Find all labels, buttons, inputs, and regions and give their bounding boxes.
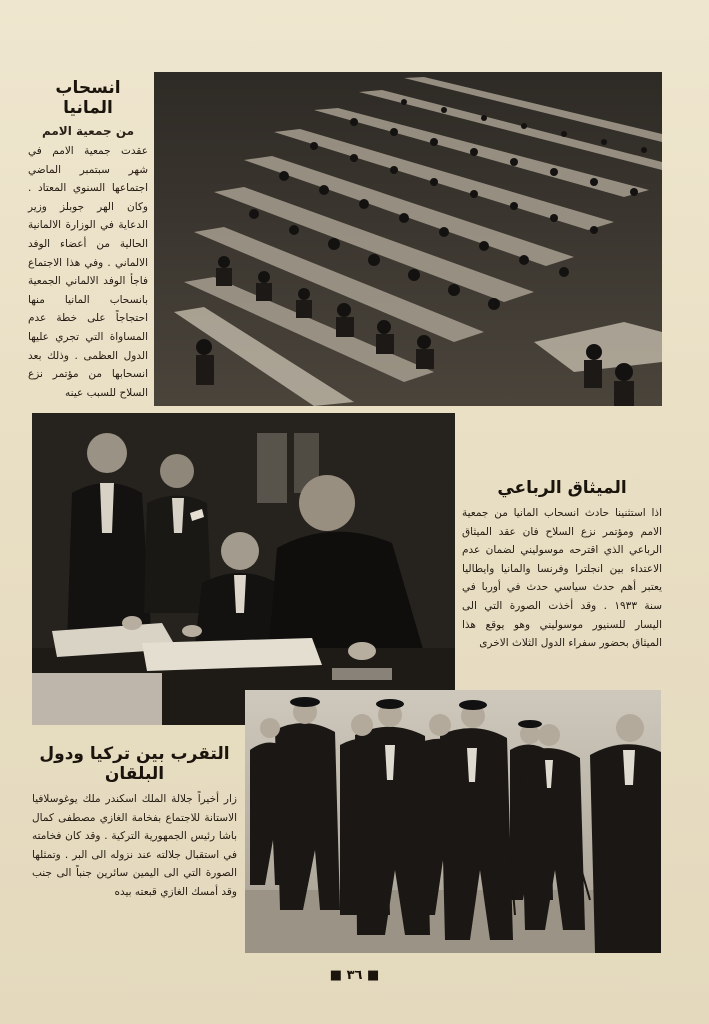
procession-image — [245, 690, 661, 953]
article-balkans-body: زار أخيراً جلالة الملك اسكندر ملك يوغوسلافيا الاستانة للاجتماع بفخامة الغازي مصطفى كمال باشا رئيس الجمهورية التركية . وقد كان فخامته في استقبال جلالته عند نزوله الى البر . وتمثلها الصورة التي الى اليمين سائرين جنباً الى جنب وقد أمسك الغازي قبعته بيده — [32, 793, 237, 898]
page-number: ■ ٣٦ ■ — [329, 968, 380, 983]
article-germany-body: عقدت جمعية الامم في شهر سبتمبر الماضي اجتماعها السنوي المعتاد . وكان الهر جوبلز وزير الدعاية في الوزارة الالمانية الحالية من أعضاء الوفد الالماني . وفي هذا الاجتماع فاجأ الوفد الالماني الجمعية بانسحاب المانيا منها احتجاجاً على خطة عدم المساواة التي تجري عليها الدول العظمى . وذلك بعد انسحابها من مؤتمر نزع السلاح للسبب عينه — [28, 145, 148, 399]
pact-signing-photo — [32, 413, 455, 725]
article-four-power-pact — [462, 478, 662, 653]
pact-signing-image — [32, 413, 455, 725]
article-germany-headline: انسحاب المانيا — [55, 78, 121, 118]
assembly-hall-image — [154, 72, 662, 406]
article-pact-headline: الميثاق الرباعي — [497, 478, 627, 498]
article-turkey-balkans — [32, 744, 237, 902]
balkans-procession-photo — [245, 690, 661, 953]
article-balkans-headline: التقرب بين تركيا ودول البلقان — [39, 744, 230, 784]
article-pact-body: اذا استثنينا حادث انسحاب المانيا من جمعية الامم ومؤتمر نزع السلاح فان عقد الميثاق الرباعي الذي اقترحه موسوليني لضمان عدم الاعتداء بين انجلترا وفرنسا والمانيا وايطاليا يعتبر أهم حدث سياسي حدث في أوربا في سنة ١٩٣٣ . وقد أخذت الصورة التي الى اليسار للسنيور موسوليني وهو يوقع هذا الميثاق بحضور سفراء الدول الثلاث الاخرى — [462, 507, 662, 650]
article-germany-withdrawal — [28, 78, 148, 402]
article-germany-subheadline: من جمعية الامم — [41, 124, 135, 138]
assembly-hall-photo — [154, 72, 662, 406]
